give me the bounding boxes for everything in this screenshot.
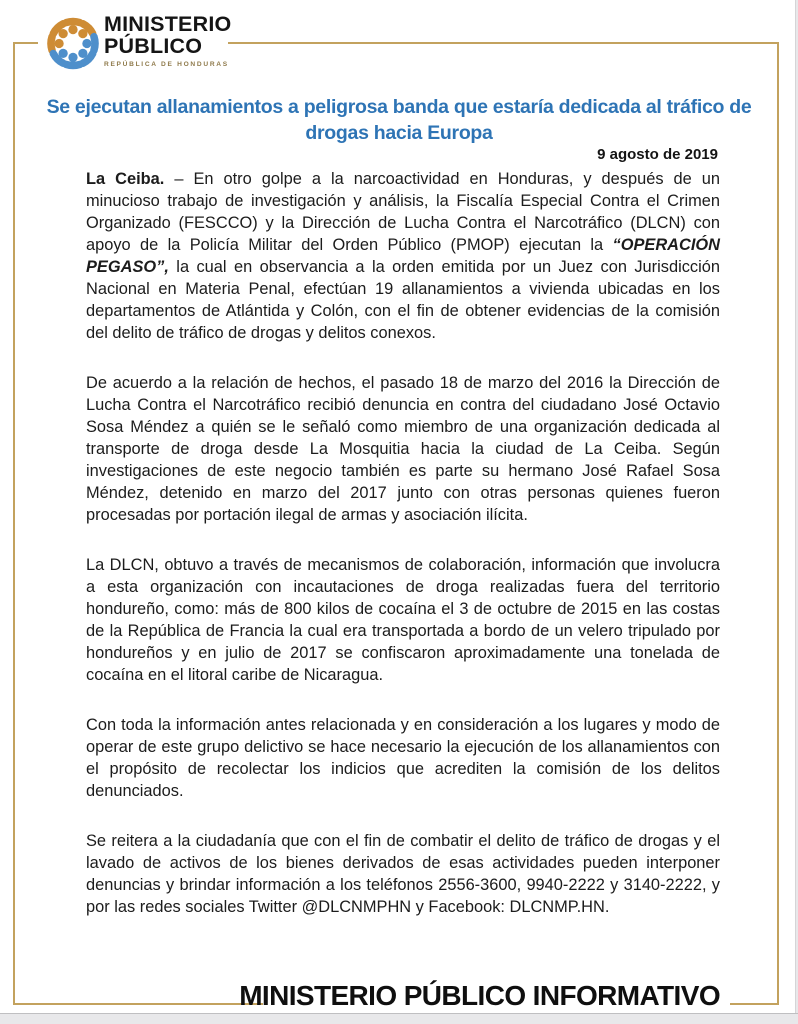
- paragraph: [86, 830, 720, 918]
- footer-banner: MINISTERIO PÚBLICO INFORMATIVO: [239, 980, 720, 1011]
- paragraph: [86, 372, 720, 526]
- org-name-block: [104, 13, 231, 68]
- org-name-line2: PÚBLICO: [104, 34, 203, 58]
- people-circle-logo-icon: [44, 13, 102, 74]
- text-segment: La DLCN, obtuvo a través de mecanismos de colaboración, información que involucra a esta organización con incautaciones de droga realizadas fuera del territorio hondureño, como: más de 800 kilos de cocaína el 3 de octubre de 2015 en las costas de la República de Francia la cual era transportada a bordo de un velero tripulado por hondureños y en julio de 2017 se confiscaron aproximadamente una tonelada de cocaína en el litoral caribe de Nicaragua.: [86, 556, 720, 684]
- paragraph: [86, 714, 720, 802]
- viewer-bottom-edge: [0, 1013, 798, 1024]
- article-body: [86, 168, 720, 918]
- frame-line-right: [777, 42, 779, 1005]
- text-segment: Se reitera a la ciudadanía que con el fin de combatir el delito de tráfico de drogas y el lavado de activos de los bienes derivados de esas actividades pueden interponer denuncias y brindar información a los teléfonos 2556-3600, 9940-2222 y 3140-2222, y por las redes sociales Twitter @DLCNMPHN y Facebook: DLCNMP.HN.: [86, 832, 720, 916]
- frame-line-bottom-right: [730, 1003, 779, 1005]
- frame-line-left: [13, 42, 15, 1005]
- article-date: 9 agosto de 2019: [597, 146, 718, 163]
- org-subtitle: REPÚBLICA DE HONDURAS: [104, 61, 229, 68]
- text-segment: la cual en observancia a la orden emitida por un Juez con Jurisdicción Nacional en Materia Penal, efectúan 19 allanamientos a vivienda ubicadas en los departamentos de Atlántida y Colón, con el fin de obtener evidencias de la comisión del delito de tráfico de drogas y delitos conexos.: [86, 258, 720, 342]
- text-segment: La Ceiba.: [86, 170, 165, 188]
- frame-line-bottom-left: [13, 1003, 263, 1005]
- org-name-line1: MINISTERIO: [104, 12, 232, 36]
- text-segment: “OPERACIÓN PEGASO”,: [86, 236, 720, 276]
- text-segment: – En otro golpe a la narcoactividad en Honduras, y después de un minucioso trabajo de investigación y análisis, la Fiscalía Especial Contra el Crimen Organizado (FESCCO) y la Dirección de Lucha Contra el Narcotráfico (DLCN) con apoyo de la Policía Militar del Orden Público (PMOP) ejecutan la: [86, 170, 720, 254]
- text-segment: De acuerdo a la relación de hechos, el pasado 18 de marzo del 2016 la Dirección de Lucha Contra el Narcotráfico recibió denuncia en contra del ciudadano José Octavio Sosa Méndez a quién se le señaló como miembro de una organización dedicada al transporte de droga desde La Mosquitia hacia la ciudad de La Ceiba. Según investigaciones de este negocio también es parte su hermano José Rafael Sosa Méndez, detenido en marzo del 2017 junto con otras personas quienes fueron procesadas por portación ilegal de armas y asociación ilícita.: [86, 374, 720, 524]
- text-segment: Con toda la información antes relacionada y en consideración a los lugares y modo de operar de este grupo delictivo se hace necesario la ejecución de los allanamientos con el propósito de recolectar los indicios que acrediten la comisión de los delitos denunciados.: [86, 716, 720, 800]
- article-title: Se ejecutan allanamientos a peligrosa banda que estaría dedicada al tráfico de drogas hacia Europa: [46, 96, 752, 144]
- paragraph: [86, 168, 720, 344]
- paragraph: [86, 554, 720, 686]
- frame-line-top-left-stub: [13, 42, 38, 44]
- frame-line-top: [228, 42, 778, 44]
